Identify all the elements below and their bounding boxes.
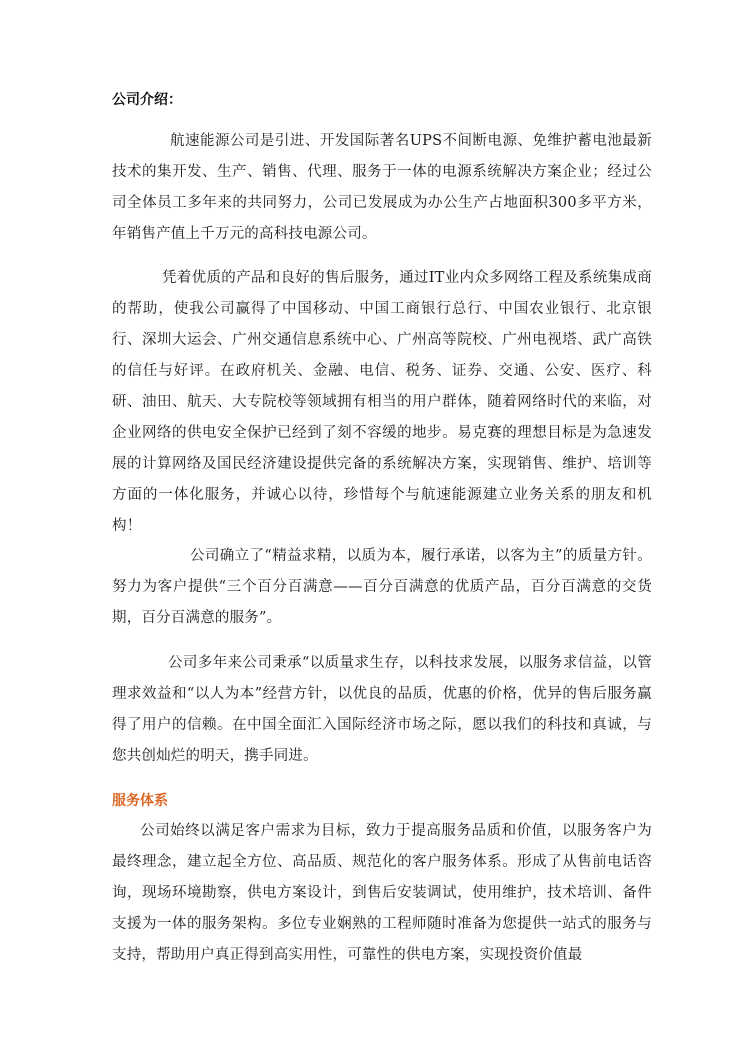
intro-paragraph-1: 航速能源公司是引进、开发国际著名UPS不间断电源、免维护蓄电池最新技术的集开发、生产、销售、代理、服务于一体的电源系统解决方案企业；经过公司全体员工多年来的共同努力，公司已发展成为办公生产占地面积300多平方米，年销售产值上千万元的高科技电源公司。 — [112, 133, 652, 242]
company-intro-heading: 公司介绍： — [112, 92, 182, 108]
quality-policy-paragraph: 公司确立了“精益求精，以质为本，履行承诺，以客为主”的质量方针。努力为客户提供“三个百分百满意——百分百满意的优质产品，百分百满意的交货期，百分百满意的服务”。 — [112, 548, 652, 626]
service-system-heading: 服务体系 — [112, 793, 168, 809]
philosophy-paragraph: 公司多年来公司秉承“以质量求生存，以科技求发展，以服务求信益，以管理求效益和“以人为本”经营方针，以优良的品质，优惠的价格，优异的售后服务赢得了用户的信赖。在中国全面汇入国际经济市场之际，愿以我们的科技和真诚，与您共创灿烂的明天，携手同进。 — [112, 655, 652, 764]
service-paragraph: 公司始终以满足客户需求为目标，致力于提高服务品质和价值，以服务客户为最终理念，建立起全方位、高品质、规范化的客户服务体系。形成了从售前电话咨询，现场环境勘察，供电方案设计，到售后安装调试，使用维护，技术培训、备件支援为一体的服务架构。多位专业娴熟的工程师随时准备为您提供一站式的服务与支持，帮助用户真正得到高实用性，可靠性的供电方案，实现投资价值最 — [112, 823, 652, 963]
intro-paragraph-2: 凭着优质的产品和良好的售后服务，通过IT业内众多网络工程及系统集成商的帮助，使我公司赢得了中国移动、中国工商银行总行、中国农业银行、北京银行、深圳大运会、广州交通信息系统中心、广州高等院校、广州电视塔、武广高铁的信任与好评。在政府机关、金融、电信、税务、证券、交通、公安、医疗、科研、油田、航天、大专院校等领域拥有相当的用户群体，随着网络时代的来临，对企业网络的供电安全保护已经到了刻不容缓的地步。易克赛的理想目标是为急速发展的计算网络及国民经济建设提供完备的系统解决方案，实现销售、维护、培训等方面的一体化服务，并诚心以待，珍惜每个与航速能源建立业务关系的朋友和机构！ — [112, 270, 652, 534]
